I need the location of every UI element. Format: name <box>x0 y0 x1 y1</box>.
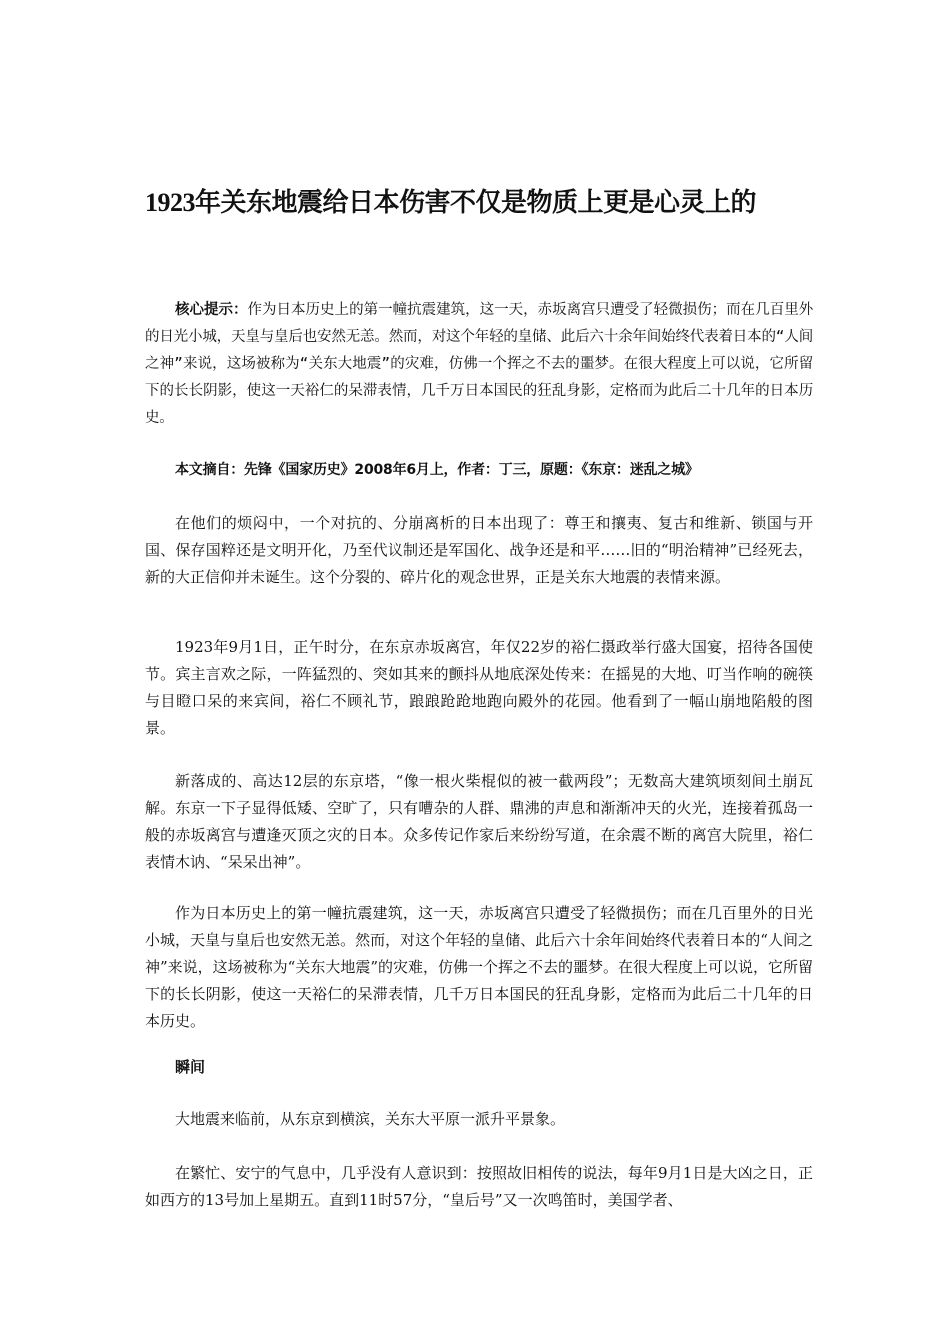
body-paragraph: 1923年9月1日，正午时分，在东京赤坂离宫，年仅22岁的裕仁摄政举行盛大国宴，招待各国使节。宾主言欢之际，一阵猛烈的、突如其来的颤抖从地底深处传来：在摇晃的大地、叮当作响的碗筷与目瞪口呆的来宾间，裕仁不顾礼节，踉踉跄跄地跑向殿外的花园。他看到了一幅山崩地陷般的图景。 <box>145 638 813 737</box>
body-paragraph: 新落成的、高达12层的东京塔，“像一根火柴棍似的被一截两段”；无数高大建筑顷刻间土崩瓦解。东京一下子显得低矮、空旷了，只有嘈杂的人群、鼎沸的声息和渐渐冲天的火光，连接着孤岛一般的赤坂离宫与遭逢灭顶之灾的日本。众多传记作家后来纷纷写道，在余震不断的离宫大院里，裕仁表情木讷、“呆呆出神”。 <box>145 772 813 871</box>
summary-text: 作为日本历史上的第一幢抗震建筑，这一天，赤坂离宫只遭受了轻微损伤；而在几百里外的日光小城，天皇与皇后也安然无恙。然而，对这个年轻的皇储、此后六十余年间始终代表着日本的“人间之神”来说，这场被称为“关东大地震”的灾难，仿佛一个挥之不去的噩梦。在很大程度上可以说，它所留下的长长阴影，使这一天裕仁的呆滞表情，几千万日本国民的狂乱身影，定格而为此后二十几年的日本历史。 <box>145 302 814 426</box>
document-title: 1923年关东地震给日本伤害不仅是物质上更是心灵上的 <box>145 188 757 217</box>
body-paragraph: 作为日本历史上的第一幢抗震建筑，这一天，赤坂离宫只遭受了轻微损伤；而在几百里外的日光小城，天皇与皇后也安然无恙。然而，对这个年轻的皇储、此后六十余年间始终代表着日本的“人间之神”来说，这场被称为“关东大地震”的灾难，仿佛一个挥之不去的噩梦。在很大程度上可以说，它所留下的长长阴影，使这一天裕仁的呆滞表情，几千万日本国民的狂乱身影，定格而为此后二十几年的日本历史。 <box>145 904 814 1030</box>
summary-paragraph <box>145 297 813 432</box>
body-paragraph: 在他们的烦闷中，一个对抗的、分崩离析的日本出现了：尊王和攘夷、复古和维新、锁国与开国、保存国粹还是文明开化，乃至代议制还是军国化、战争还是和平……旧的“明治精神”已经死去，新的大正信仰并未诞生。这个分裂的、碎片化的观念世界，正是关东大地震的表情来源。 <box>145 514 813 586</box>
source-note: 本文摘自：先锋《国家历史》2008年6月上，作者：丁三，原题：《东京：迷乱之城》 <box>175 462 699 478</box>
body-paragraph: 大地震来临前，从东京到横滨，关东大平原一派升平景象。 <box>175 1110 566 1128</box>
body-paragraph: 在繁忙、安宁的气息中，几乎没有人意识到：按照故旧相传的说法，每年9月1日是大凶之日，正如西方的13号加上星期五。直到11时57分，“皇后号”又一次鸣笛时，美国学者、 <box>145 1164 813 1209</box>
section-heading: 瞬间 <box>175 1058 206 1076</box>
summary-label: 核心提示： <box>175 302 248 318</box>
